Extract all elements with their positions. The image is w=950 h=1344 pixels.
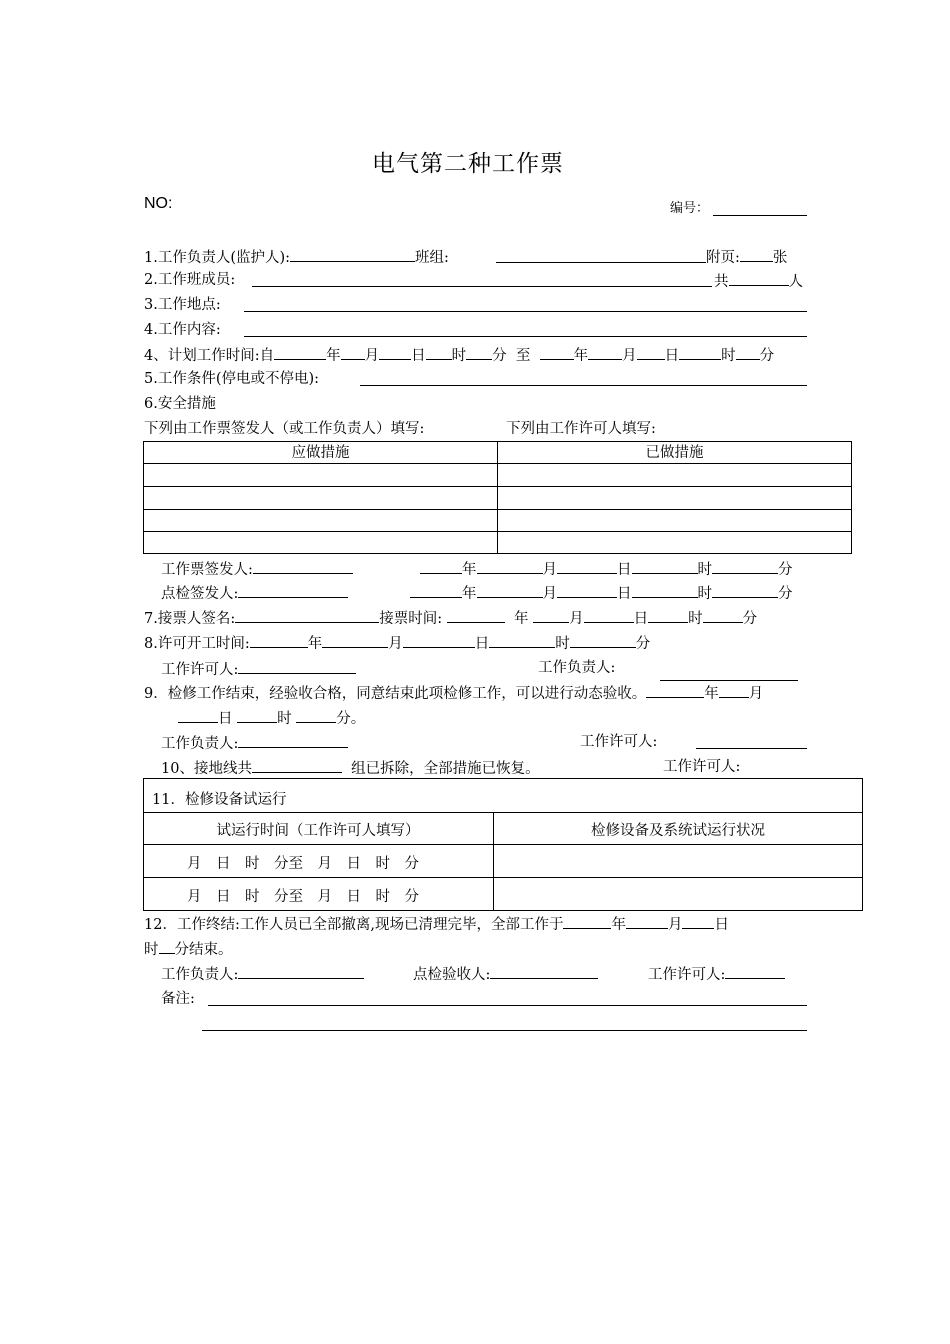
table-cell[interactable] xyxy=(144,487,498,510)
location-label: 3.工作地点: xyxy=(144,297,221,313)
safety-table xyxy=(143,441,852,554)
permit-leader-label: 工作负责人: xyxy=(538,660,616,676)
issuer-time: 年 月 日 时 分 xyxy=(420,559,793,579)
month-field[interactable] xyxy=(533,608,569,623)
checker-time: 年 月 日 时 分 xyxy=(410,583,793,603)
month-field[interactable] xyxy=(626,914,668,929)
content-label: 4.工作内容: xyxy=(144,322,221,338)
condition-field[interactable] xyxy=(360,385,807,386)
trial-heading: 11．检修设备试运行 xyxy=(152,792,287,808)
issuer-row: 工作票签发人: xyxy=(161,559,353,579)
line1 xyxy=(144,247,449,267)
table-cell[interactable] xyxy=(144,532,498,554)
table-divider xyxy=(143,812,863,813)
trial-col-time: 试运行时间（工作许可人填写） xyxy=(216,823,420,839)
month-field[interactable] xyxy=(719,683,749,698)
year-to-field[interactable] xyxy=(540,345,574,360)
remark-label: 备注: xyxy=(161,991,195,1007)
day-field[interactable] xyxy=(584,608,634,623)
final-permitter-field[interactable] xyxy=(725,964,785,979)
table-cell[interactable] xyxy=(498,510,852,532)
line12: 12．工作终结:工作人员已全部撤离,现场已清理完毕，全部工作于 年 月 日 xyxy=(144,914,729,934)
permitter-sign-field[interactable] xyxy=(696,748,807,749)
safety-heading: 6.安全措施 xyxy=(144,396,216,412)
day-field[interactable] xyxy=(682,914,714,929)
min-to-field[interactable] xyxy=(736,345,760,360)
line12-cont: 时 分结束。 xyxy=(144,939,233,959)
leader-label: 1.工作负责人(监护人): xyxy=(144,250,291,266)
min-field[interactable] xyxy=(466,345,492,360)
col-required: 应做措施 xyxy=(144,442,498,464)
day-field[interactable] xyxy=(379,345,411,360)
year-field[interactable] xyxy=(274,345,326,360)
line10-permitter: 工作许可人: xyxy=(663,759,741,775)
safety-note-left: 下列由工作票签发人（或工作负责人）填写: xyxy=(144,421,425,437)
trial-row-time[interactable]: 月 日 时 分至 月 日 时 分 xyxy=(187,889,419,905)
year-field[interactable] xyxy=(646,683,704,698)
crew-unit: 人 xyxy=(788,274,803,290)
leader-field[interactable] xyxy=(290,247,415,262)
year-field[interactable] xyxy=(250,633,308,648)
year-field[interactable] xyxy=(563,914,611,929)
remark-field[interactable] xyxy=(202,1030,807,1031)
year-field[interactable] xyxy=(410,583,462,598)
month-field[interactable] xyxy=(477,583,543,598)
hour-field[interactable] xyxy=(237,708,277,723)
day-field[interactable] xyxy=(557,559,617,574)
crew-label: 2.工作班成员: xyxy=(144,272,236,288)
day-field[interactable] xyxy=(557,583,617,598)
final-checker-label: 点检验收人: xyxy=(413,967,491,983)
final-checker-field[interactable] xyxy=(490,964,598,979)
attachment-unit: 张 xyxy=(772,250,788,266)
serial-field[interactable] xyxy=(713,215,807,216)
content-field[interactable] xyxy=(244,336,807,337)
table-divider xyxy=(143,877,863,878)
final-permitter-label: 工作许可人: xyxy=(648,967,726,983)
min-field[interactable] xyxy=(712,559,778,574)
receiver-row: 7.接票人签名: 接票时间: 年 月 日 时 分 xyxy=(144,608,757,628)
sign9-right-label: 工作许可人: xyxy=(580,734,658,750)
receiver-field[interactable] xyxy=(235,608,379,623)
month-field[interactable] xyxy=(322,633,388,648)
line9-cont: 日 时 分。 xyxy=(178,708,365,728)
col-done: 已做措施 xyxy=(498,442,852,464)
month-to-field[interactable] xyxy=(588,345,622,360)
year-field[interactable] xyxy=(420,559,462,574)
line9: 9．检修工作结束，经验收合格，同意结束此项检修工作，可以进行动态验收。 年 月 xyxy=(144,683,763,703)
min-field[interactable] xyxy=(159,939,175,954)
attachment-field[interactable] xyxy=(740,247,773,262)
team-label: 班组: xyxy=(415,250,449,266)
min-field[interactable] xyxy=(570,633,636,648)
year-field[interactable] xyxy=(447,608,505,623)
day-to-field[interactable] xyxy=(637,345,665,360)
issuer-field[interactable] xyxy=(253,559,353,574)
min-field[interactable] xyxy=(703,608,743,623)
attachment xyxy=(706,247,787,267)
page-title: 电气第二种工作票 xyxy=(372,151,564,177)
month-field[interactable] xyxy=(477,559,543,574)
location-field[interactable] xyxy=(244,311,807,312)
attachment-label: 附页: xyxy=(706,250,740,266)
line2 xyxy=(144,271,235,289)
table-cell[interactable] xyxy=(498,532,852,554)
day-field[interactable] xyxy=(178,708,218,723)
line10: 10、接地线共 组已拆除，全部措施已恢复。 xyxy=(161,758,540,778)
min-field[interactable] xyxy=(296,708,336,723)
condition-label: 5.工作条件(停电或不停电): xyxy=(144,371,320,387)
sign9-left: 工作负责人: xyxy=(161,733,348,753)
safety-note-right: 下列由工作许可人填写: xyxy=(506,421,656,437)
serial-label: 编号： xyxy=(670,201,710,216)
crew-total-label: 共 xyxy=(714,274,729,290)
hour-field[interactable] xyxy=(648,608,688,623)
trial-col-status: 检修设备及系统试运行状况 xyxy=(591,823,765,839)
crew-count-field[interactable] xyxy=(729,271,789,286)
permitter-field[interactable] xyxy=(238,659,356,674)
leader-sign-field[interactable] xyxy=(238,733,348,748)
crew-field[interactable] xyxy=(252,286,712,287)
remark-field[interactable] xyxy=(208,1005,807,1006)
min-field[interactable] xyxy=(712,583,778,598)
hour-field[interactable] xyxy=(632,559,698,574)
table-cell[interactable] xyxy=(144,510,498,532)
day-field[interactable] xyxy=(403,633,475,648)
table-cell[interactable] xyxy=(498,464,852,487)
hour-field[interactable] xyxy=(632,583,698,598)
hour-to-field[interactable] xyxy=(679,345,721,360)
hour-field[interactable] xyxy=(489,633,555,648)
permit-leader-field[interactable] xyxy=(660,680,798,681)
no-label: NO: xyxy=(144,195,173,212)
team-field[interactable] xyxy=(496,262,706,263)
checker-field[interactable] xyxy=(238,583,348,598)
start-time-row: 8.许可开工时间: 年 月 日 时 分 xyxy=(144,633,650,653)
planned-time: 4、计划工作时间:自 年 月 日 时 分 至 年 月 日 时 分 xyxy=(144,345,774,365)
final-leader-field[interactable] xyxy=(238,964,364,979)
table-cell[interactable] xyxy=(144,464,498,487)
final-sign: 工作负责人: xyxy=(161,964,364,984)
checker-row: 点检签发人: xyxy=(161,583,348,603)
ground-count-field[interactable] xyxy=(252,758,342,773)
table-cell[interactable] xyxy=(498,487,852,510)
hour-field[interactable] xyxy=(426,345,452,360)
trial-row-time[interactable]: 月 日 时 分至 月 日 时 分 xyxy=(187,856,419,872)
permit-row: 工作许可人: xyxy=(161,659,356,679)
month-field[interactable] xyxy=(341,345,365,360)
table-divider xyxy=(143,844,863,845)
